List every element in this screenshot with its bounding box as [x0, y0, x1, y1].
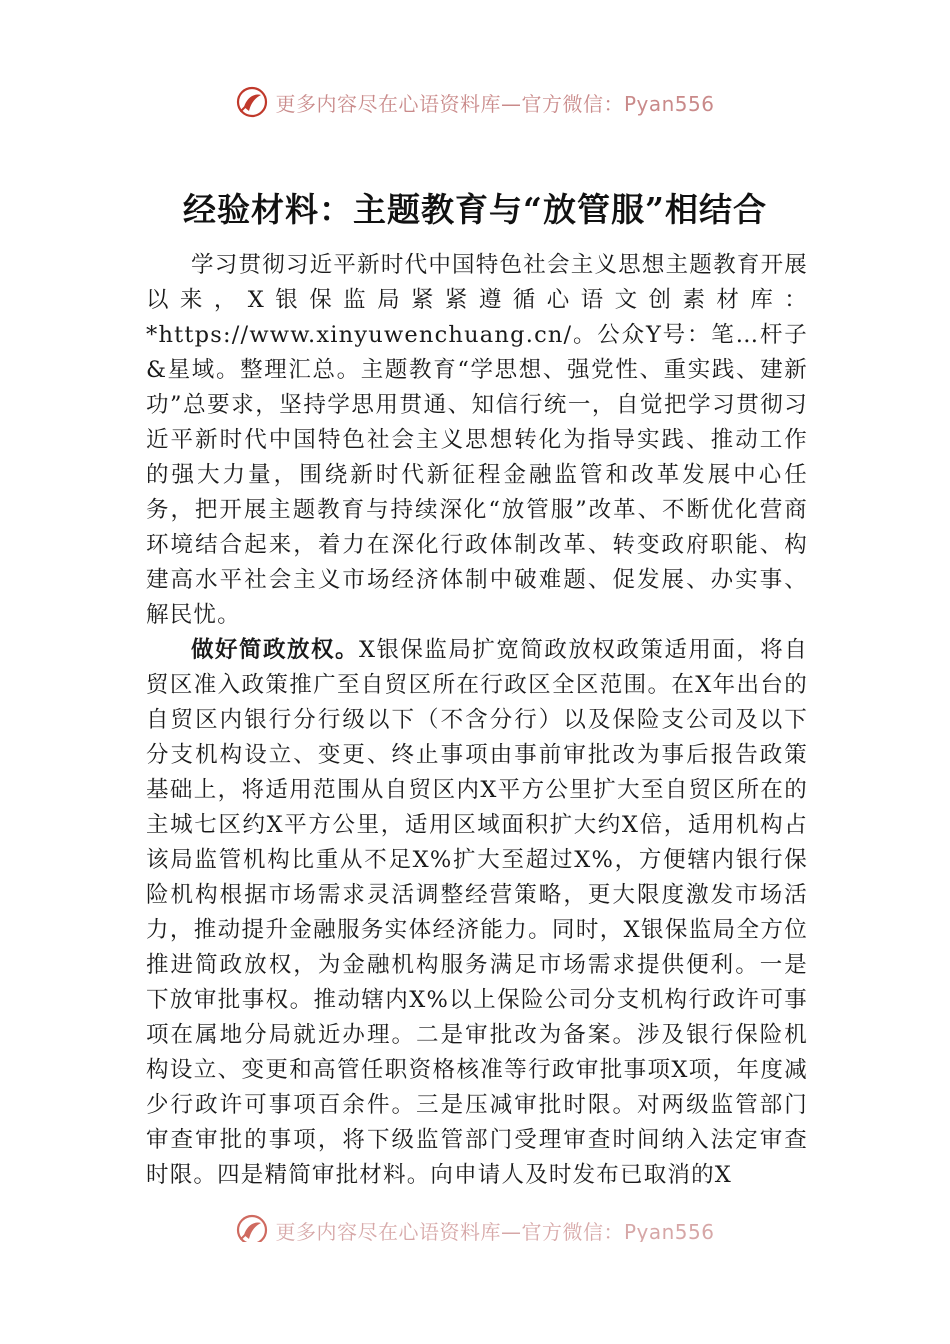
- page-title: 经验材料：主题教育与“放管服”相结合: [183, 190, 767, 229]
- paragraph-text: 学习贯彻习近平新时代中国特色社会主义思想主题教育开展以来，X银保监局紧紧遵循心语文创素材库：*https://www.xinyuwenchuang.cn/。公众Y号：笔…杆子&星域。整理汇总。主题教育“学思想、强党性、重实践、建新功”总要求，坚持学思用贯通、知信行统一，自觉把学习贯彻习近平新时代中国特色社会主义思想转化为指导实践、推动工作的强大力量，围绕新时代新征程金融监管和改革发展中心任务，把开展主题教育与持续深化“放管服”改革、不断优化营商环境结合起来，着力在深化行政体制改革、转变政府职能、构建高水平社会主义市场经济体制中破难题、促发展、办实事、解民忧。: [146, 252, 808, 628]
- paragraph-intro: [146, 248, 808, 633]
- watermark-text: 更多内容尽在心语资料库—官方微信：Pyan556: [275, 91, 715, 116]
- document-body: [146, 248, 808, 1193]
- watermark-text: 更多内容尽在心语资料库—官方微信：Pyan556: [275, 1219, 715, 1242]
- brand-logo-icon: [235, 85, 269, 119]
- paragraph-text: X银保监局扩宽简政放权政策适用面，将自贸区准入政策推广至自贸区所在行政区全区范围。在X年出台的自贸区内银行分行级以下（不含分行）以及保险支公司及以下分支机构设立、变更、终止事项由事前审批改为事后报告政策基础上，将适用范围从自贸区内X平方公里扩大至自贸区所在的主城七区约X平方公里，适用区域面积扩大约X倍，适用机构占该局监管机构比重从不足X%扩大至超过X%，方便辖内银行保险机构根据市场需求灵活调整经营策略，更大限度激发市场活力，推动提升金融服务实体经济能力。同时，X银保监局全方位推进简政放权，为金融机构服务满足市场需求提供便利。一是下放审批事权。推动辖内X%以上保险公司分支机构行政许可事项在属地分局就近办理。二是审批改为备案。涉及银行保险机构设立、变更和高管任职资格核准等行政审批事项X项，年度减少行政许可事项百余件。三是压减审批时限。对两级监管部门审查审批的事项，将下级监管部门受理审查时间纳入法定审查时限。四是精简审批材料。向申请人及时发布已取消的X: [146, 637, 808, 1188]
- brand-logo-icon: [235, 1213, 269, 1242]
- watermark-banner-bottom: [0, 1206, 950, 1242]
- paragraph-lead: 做好简政放权。: [191, 637, 359, 663]
- paragraph-simplify-admin: [146, 633, 808, 1193]
- watermark-banner-top: [0, 82, 950, 122]
